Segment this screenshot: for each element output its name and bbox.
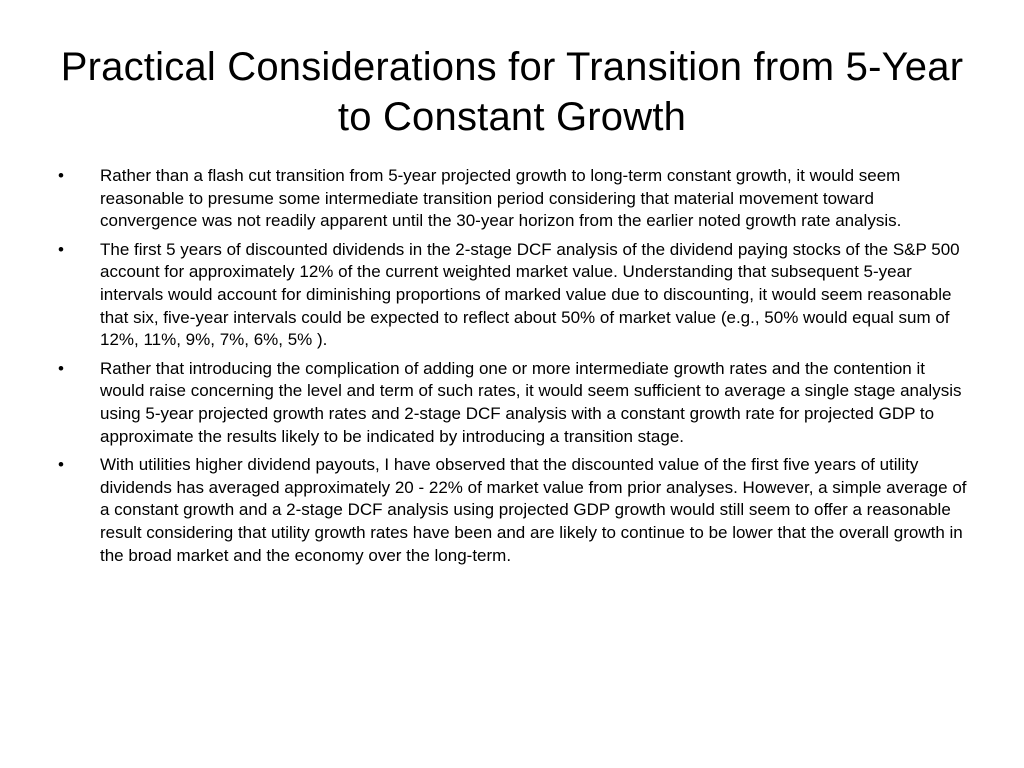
- bullet-icon: •: [58, 358, 64, 378]
- bullet-text: Rather than a flash cut transition from 5-year projected growth to long-term constant growth, it would seem reasonable to presume some intermediate transition period considering that material movement toward convergence was not readily apparent until the 30-year horizon from the earlier noted growth rate analysis.: [100, 166, 902, 231]
- bullet-icon: •: [58, 455, 64, 475]
- bullet-item: [56, 454, 968, 567]
- bullet-item: [56, 165, 968, 233]
- bullet-item: [56, 239, 968, 352]
- bullet-text: Rather that introducing the complication of adding one or more intermediate growth rates and the contention it would raise concerning the level and term of such rates, it would seem sufficient to average a single stage analysis using 5-year projected growth rates and 2-stage DCF analysis with a constant growth rate for projected GDP to approximate the results likely to be indicated by introducing a transition stage.: [100, 358, 962, 446]
- bullet-item: [56, 358, 968, 448]
- bullet-list: [56, 165, 968, 573]
- bullet-text: The first 5 years of discounted dividends in the 2-stage DCF analysis of the dividend paying stocks of the S&P 500 account for approximately 12% of the current weighted market value. Understanding that subsequent 5-year intervals would account for diminishing proportions of marked value due to discounting, it would seem reasonable that six, five-year intervals could be expected to reflect about 50% of market value (e.g., 50% would equal sum of 12%, 11%, 9%, 7%, 6%, 5% ).: [100, 239, 960, 350]
- bullet-icon: •: [58, 239, 64, 259]
- slide-title: Practical Considerations for Transition from 5-Year to Constant Growth: [60, 45, 964, 139]
- bullet-text: With utilities higher dividend payouts, I have observed that the discounted value of the first five years of utility dividends has averaged approximately 20 - 22% of market value from prior analyses. However, a simple average of a constant growth and a 2-stage DCF analysis using projected GDP growth would still seem to offer a reasonable result considering that utility growth rates have been and are likely to continue to be lower that the overall growth in the broad market and the economy over the long-term.: [100, 455, 967, 565]
- bullet-icon: •: [58, 166, 64, 185]
